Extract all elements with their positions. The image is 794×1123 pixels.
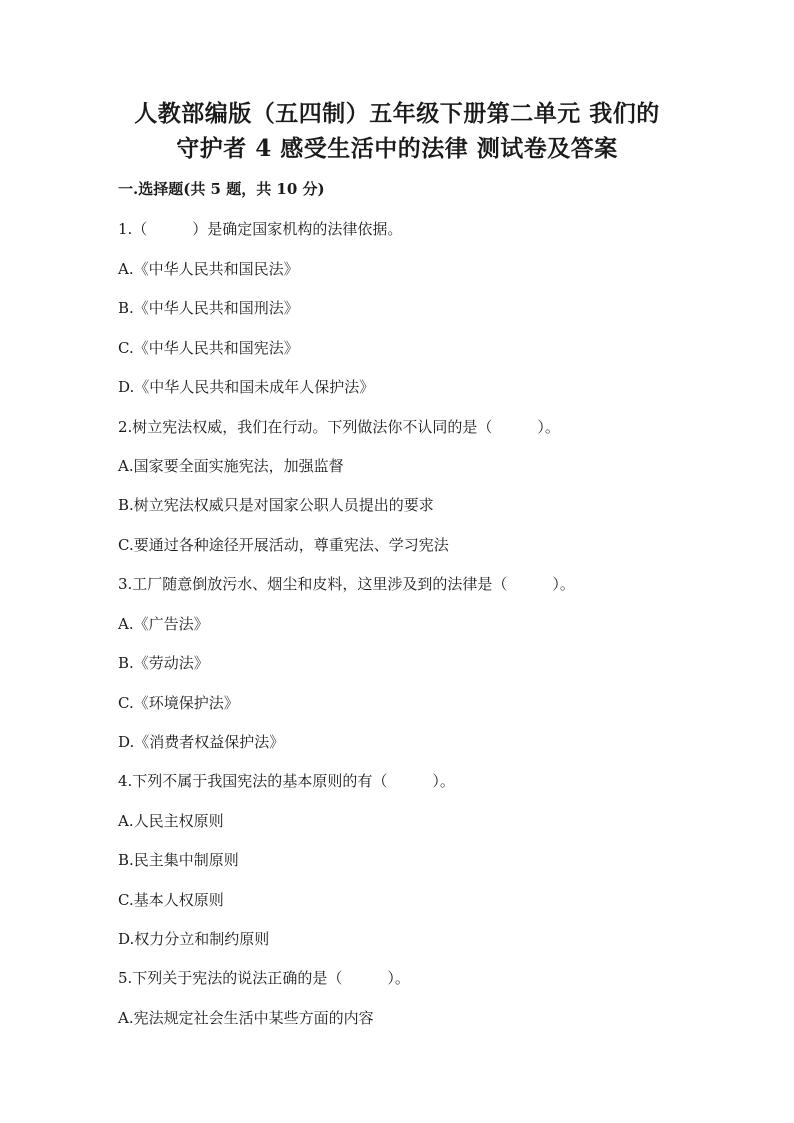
question-3-option-d: D.《消费者权益保护法》 [118, 733, 285, 751]
question-2-option-b: B.树立宪法权威只是对国家公职人员提出的要求 [118, 496, 434, 514]
section-heading: 一.选择题(共 5 题，共 10 分) [118, 180, 325, 198]
question-4-option-c: C.基本人权原则 [118, 891, 224, 909]
question-1-option-a: A.《中华人民共和国民法》 [118, 260, 299, 278]
question-4-stem: 4.下列不属于我国宪法的基本原则的有（ ）。 [118, 772, 455, 790]
question-2-stem: 2.树立宪法权威，我们在行动。下列做法你不认同的是（ ）。 [118, 418, 560, 436]
question-3-stem: 3.工厂随意倒放污水、烟尘和皮料，这里涉及到的法律是（ ）。 [118, 575, 575, 593]
question-4-option-b: B.民主集中制原则 [118, 851, 239, 869]
question-5-stem: 5.下列关于宪法的说法正确的是（ ）。 [118, 969, 410, 987]
question-3-option-a: A.《广告法》 [118, 615, 209, 633]
document-title-line-1: 人教部编版（五四制）五年级下册第二单元 我们的 [134, 100, 660, 127]
question-4-option-d: D.权力分立和制约原则 [118, 930, 270, 948]
question-1-option-c: C.《中华人民共和国宪法》 [118, 339, 299, 357]
question-2-option-a: A.国家要全面实施宪法，加强监督 [118, 457, 344, 475]
question-5-option-a: A.宪法规定社会生活中某些方面的内容 [118, 1009, 374, 1027]
question-2-option-c: C.要通过各种途径开展活动，尊重宪法、学习宪法 [118, 536, 449, 554]
question-3-option-c: C.《环境保护法》 [118, 694, 239, 712]
question-1-stem: 1.（ ）是确定国家机构的法律依据。 [118, 220, 403, 238]
question-1-option-b: B.《中华人民共和国刑法》 [118, 299, 299, 317]
question-4-option-a: A.人民主权原则 [118, 812, 224, 830]
document-title-line-2: 守护者 4 感受生活中的法律 测试卷及答案 [176, 135, 618, 162]
question-3-option-b: B.《劳动法》 [118, 654, 209, 672]
question-1-option-d: D.《中华人民共和国未成年人保护法》 [118, 378, 375, 396]
